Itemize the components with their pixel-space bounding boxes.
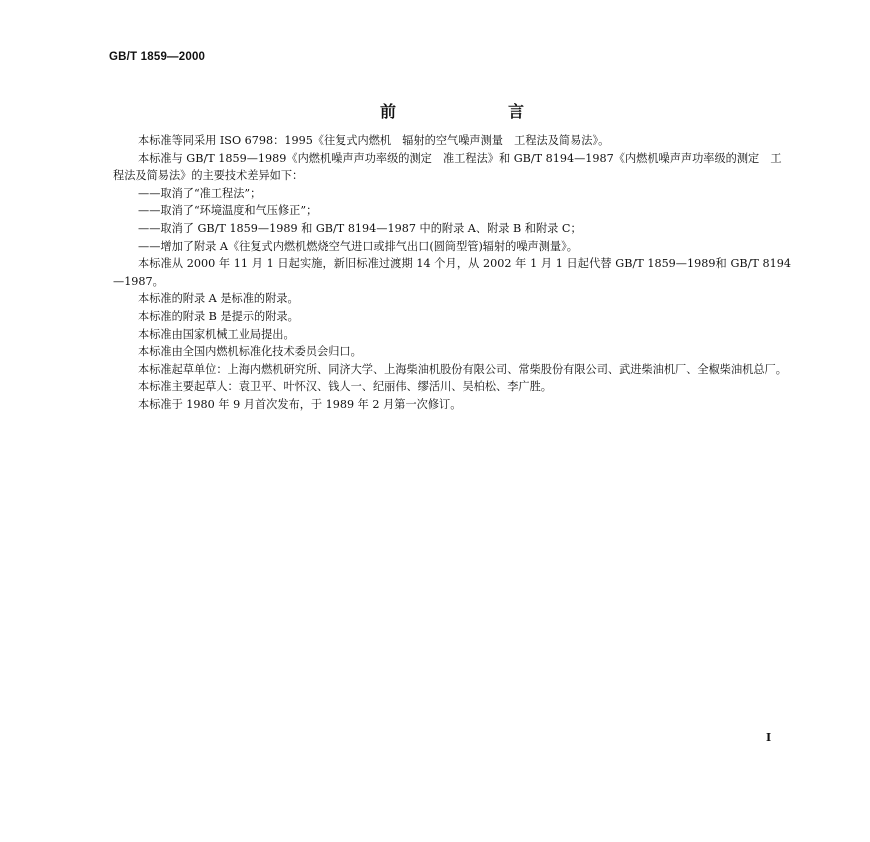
paragraph-history: 本标准于 1980 年 9 月首次发布，于 1989 年 2 月第一次修订。 [138,397,462,411]
paragraph-differences: 本标准与 GB/T 1859—1989《内燃机噪声声功率级的测定 准工程法》和 GB/T 8194—1987《内燃机噪声声功率级的测定 工程法及简易法》的主要技术差异如下： [113,151,782,183]
list-item-difference: ——取消了“准工程法”； [138,186,262,200]
paragraph-drafting-units: 本标准起草单位：上海内燃机研究所、同济大学、上海柴油机股份有限公司、常柴股份有限公司、武进柴油机厂、全椒柴油机总厂。 [138,362,787,376]
paragraph-annex-a: 本标准的附录 A 是标准的附录。 [138,292,299,306]
foreword-body [113,132,791,414]
paragraph-effective-date: 本标准从 2000 年 11 月 1 日起实施，新旧标准过渡期 14 个月，从 2002 年 1 月 1 日起代替 GB/T 1859—1989和 GB/T 8194—1987。 [113,257,791,288]
paragraph-drafters: 本标准主要起草人：袁卫平、叶怀汉、钱人一、纪丽伟、缪活川、吴柏松、李广胜。 [138,380,552,394]
list-item-difference: ——增加了附录 A《往复式内燃机燃烧空气进口或排气出口(圆筒型管)辐射的噪声测量》。 [138,239,578,253]
document-code: GB/T 1859—2000 [109,51,206,63]
page-number: I [766,731,772,744]
list-item-difference: ——取消了“环境温度和气压修正”； [138,204,318,218]
page-title: 前 言 [380,102,573,121]
paragraph-adoption: 本标准等同采用 ISO 6798：1995《往复式内燃机 辐射的空气噪声测量 工程法及简易法》。 [138,134,610,147]
paragraph-annex-b: 本标准的附录 B 是提示的附录。 [138,309,299,323]
paragraph-centralized: 本标准由全国内燃机标准化技术委员会归口。 [138,345,362,359]
paragraph-proposer: 本标准由国家机械工业局提出。 [138,327,295,341]
list-item-difference: ——取消了 GB/T 1859—1989 和 GB/T 8194—1987 中的附录 A、附录 B 和附录 C； [138,221,582,235]
